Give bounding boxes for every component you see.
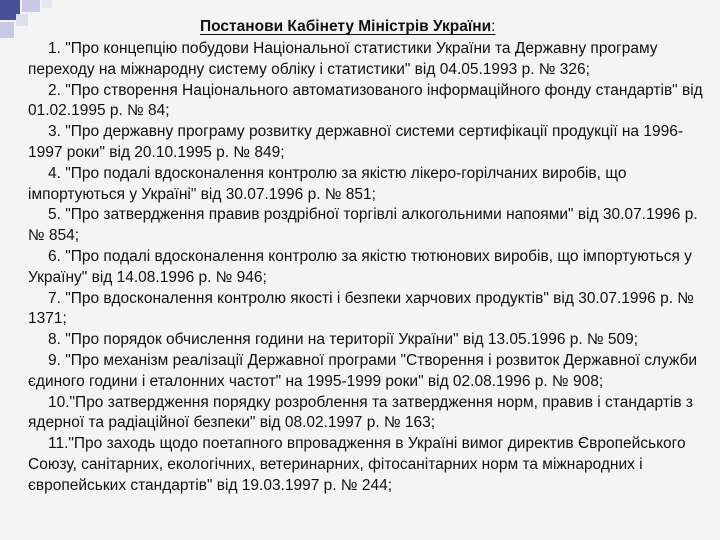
slide-title-text: Постанови Кабінету Міністрів України [200,18,492,35]
resolutions-list [28,39,714,497]
corner-square [16,14,28,26]
list-item: 4. "Про подалі вдосконалення контролю за якістю лікеро-горілчаних виробів, що імпортуються у Україні" від 30.07.1996 р. № 851; [28,164,627,203]
slide-title [200,18,495,36]
list-item: 1. "Про концепцію побудови Національної статистики України та Державну програму переходу на міжнародну систему обліку і статистики" від 04.05.1993 р. № 326; [28,40,658,78]
slide-title-colon: : [491,18,496,35]
corner-square [42,0,52,8]
list-item: 6. "Про подалі вдосконалення контролю за якістю тютюнових виробів, що імпортуються у Україну" від 14.08.1996 р. № 946; [28,247,692,286]
corner-square [0,22,14,38]
list-item: 5. "Про затвердження правив роздрібної торгівлі алкогольними напоями" від 30.07.1996 р. № 854; [28,206,698,245]
list-item: 7. "Про вдосконалення контролю якості і безпеки харчових продуктів" від 30.07.1996 р. № 1371; [28,289,694,328]
list-item: 11."Про заходь щодо поетапного впровадження в Україні вимог директив Європейського Союзу, санітарних, екологічних, ветеринарних, фітосанітарних норм та міжнародних і європейських стандартів" від 19.03.1997 р. № 244; [28,435,686,494]
list-item: 2. "Про створення Національного автоматизованого інформаційного фонду стандартів" від 01.02.1995 р. № 84; [28,81,703,120]
list-item: 9. "Про механізм реалізації Державної програми "Створення і розвиток Державної служби єдиного години і еталонних частот" на 1995-1999 роки" від 02.08.1996 р. № 908; [28,351,698,390]
list-item: 8. "Про порядок обчислення години на території України" від 13.05.1996 р. № 509; [48,331,639,349]
list-item: 10."Про затвердження порядку розроблення та затвердження норм, правив і стандартів з ядерної та радіаційної безпеки" від 08.02.1997 р. № 163; [28,393,694,432]
corner-square [22,0,40,12]
list-item: 3. "Про державну програму розвитку державної системи сертифікації продукції на 1996-1997 роки" від 20.10.1995 р. № 849; [28,123,683,161]
